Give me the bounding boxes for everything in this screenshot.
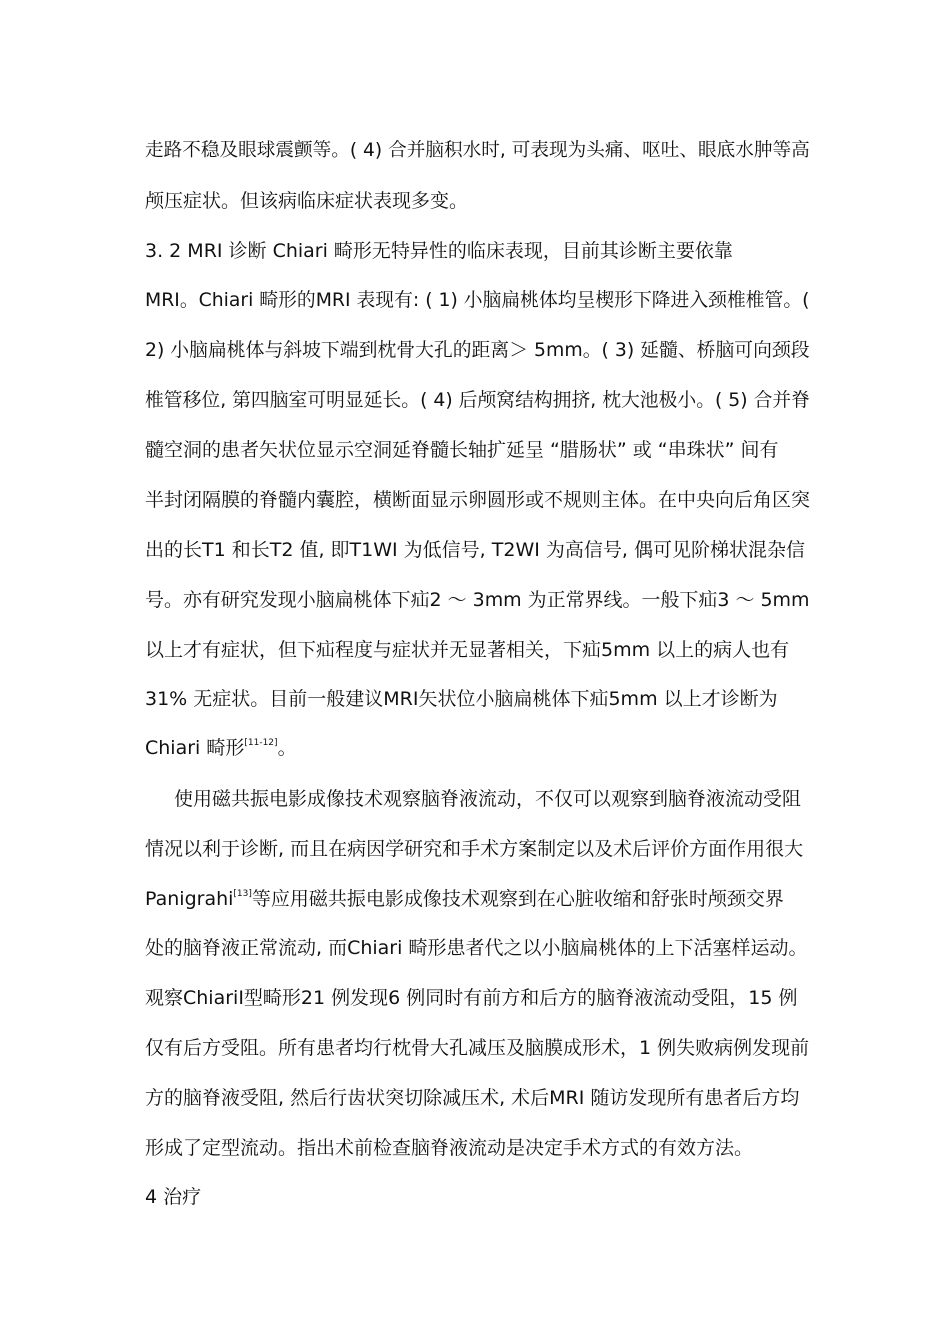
paragraph-start-line-14: 使用磁共振电影成像技术观察脑脊液流动，不仅可以观察到脑脊液流动受阻 bbox=[174, 788, 802, 810]
text-line-16-body: Panigrahi bbox=[145, 888, 234, 910]
text-line-19: 仅有后方受阻。所有患者均行枕骨大孔减压及脑膜成形术，1 例失败病例发现前 bbox=[145, 1037, 810, 1059]
text-line-11: 以上才有症状，但下疝程度与症状并无显著相关，下疝5mm 以上的病人也有 bbox=[145, 639, 790, 661]
text-line-5: 2) 小脑扁桃体与斜坡下端到枕骨大孔的距离＞ 5mm。( 3) 延髓、桥脑可向颈段 bbox=[145, 340, 810, 361]
section-heading-3-2: 3. 2 MRI 诊断 Chiari 畸形无特异性的临床表现，目前其诊断主要依靠 bbox=[145, 240, 733, 262]
text-line-8: 半封闭隔膜的脊髓内囊腔，横断面显示卵圆形或不规则主体。在中央向后角区突 bbox=[145, 489, 811, 511]
text-line-13 bbox=[145, 735, 297, 761]
text-line-13-body: Chiari 畸形 bbox=[145, 737, 245, 759]
text-line-20: 方的脑脊液受阻, 然后行齿状突切除减压术, 术后MRI 随访发现所有患者后方均 bbox=[145, 1087, 800, 1109]
section-heading-4: 4 治疗 bbox=[145, 1186, 202, 1208]
citation-ref-13: [13] bbox=[233, 889, 252, 899]
text-line-18: 观察ChiariI型畸形21 例发现6 例同时有前方和后方的脑脊液流动受阻，15 例 bbox=[145, 987, 798, 1009]
text-line-1: 走路不稳及眼球震颤等。( 4) 合并脑积水时, 可表现为头痛、呕吐、眼底水肿等高 bbox=[145, 140, 810, 161]
text-line-6: 椎管移位, 第四脑室可明显延长。( 4) 后颅窝结构拥挤, 枕大池极小。( 5) 合并脊 bbox=[145, 390, 810, 411]
text-line-13-tail: 。 bbox=[277, 737, 297, 759]
text-line-2: 颅压症状。但该病临床症状表现多变。 bbox=[145, 190, 469, 212]
text-line-16 bbox=[145, 886, 784, 912]
text-line-21: 形成了定型流动。指出术前检查脑脊液流动是决定手术方式的有效方法。 bbox=[145, 1137, 754, 1159]
text-line-16-tail: 等应用磁共振电影成像技术观察到在心脏收缩和舒张时颅颈交界 bbox=[251, 888, 784, 910]
text-line-7: 髓空洞的患者矢状位显示空洞延脊髓长轴扩延呈 “腊肠状” 或 “串珠状” 间有 bbox=[145, 439, 779, 461]
citation-ref-11-12: [11-12] bbox=[244, 738, 278, 748]
text-line-15: 情况以利于诊断, 而且在病因学研究和手术方案制定以及术后评价方面作用很大 bbox=[145, 838, 804, 860]
text-line-12: 31% 无症状。目前一般建议MRI矢状位小脑扁桃体下疝5mm 以上才诊断为 bbox=[145, 688, 778, 710]
text-line-9: 出的长T1 和长T2 值, 即T1WI 为低信号, T2WI 为高信号, 偶可见阶梯状混杂信 bbox=[145, 539, 805, 561]
text-line-4: MRI。Chiari 畸形的MRI 表现有: ( 1) 小脑扁桃体均呈楔形下降进入颈椎椎管。( bbox=[145, 290, 810, 311]
text-line-17: 处的脑脊液正常流动, 而Chiari 畸形患者代之以小脑扁桃体的上下活塞样运动。 bbox=[145, 937, 808, 959]
text-line-10: 号。亦有研究发现小脑扁桃体下疝2 ～ 3mm 为正常界线。一般下疝3 ～ 5mm bbox=[145, 589, 810, 611]
